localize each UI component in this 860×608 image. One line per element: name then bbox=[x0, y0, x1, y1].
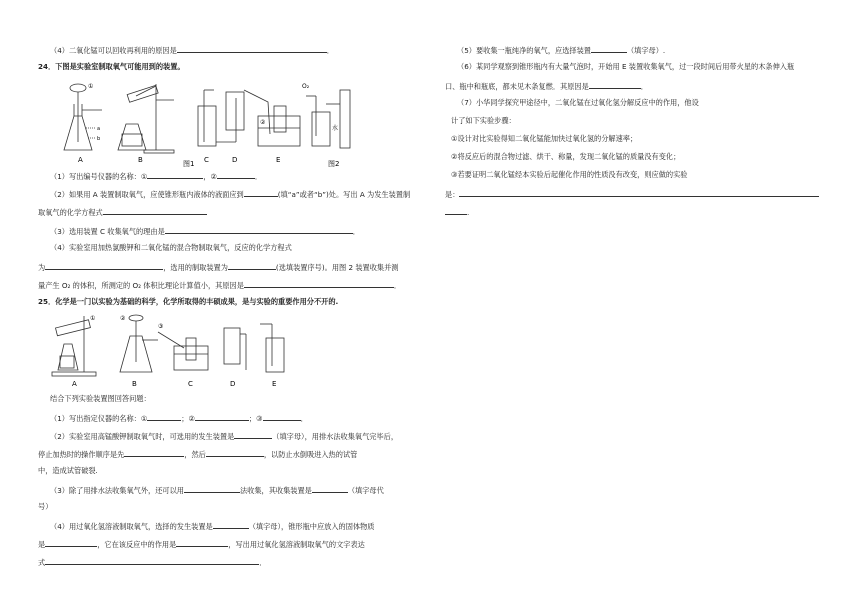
label-circle-2: ② bbox=[260, 119, 266, 126]
question-7-step-3: ③若要证明二氧化锰经本实验后起催化作用的性质没有改变，则应做的实验 bbox=[451, 170, 688, 179]
question-6-cont: 口、瓶中和瓶底，都未见木条复燃．其原因是 ． bbox=[445, 82, 648, 91]
apparatus-figure-2 bbox=[46, 310, 326, 388]
apparatus-figure-1 bbox=[56, 76, 356, 168]
question-25-4: （4）用过氧化氢溶液制取氧气，选择的发生装置是 （填字母），锥形瓶中应放入的固体物质 bbox=[50, 522, 375, 531]
question-7-step-2: ②将反应后的混合物过滤、烘干、称量，发现二氧化锰的质量没有变化； bbox=[451, 152, 681, 161]
question-24-1: （1）写出编号仪器的名称：① ，② ． bbox=[50, 172, 263, 181]
question-25-1: （1）写出指定仪器的名称：① ；② ；③ ． bbox=[50, 414, 308, 423]
label-25-c3: ③ bbox=[158, 323, 164, 330]
apparatus-25d-icon bbox=[224, 328, 246, 370]
label-o2: O₂ bbox=[302, 83, 310, 90]
label-a: A bbox=[78, 156, 83, 164]
label-25b: B bbox=[132, 380, 137, 388]
label-b-level: b bbox=[97, 136, 101, 142]
question-25-4-cont: 是 ，它在该反应中的作用是 ，写出用过氧化氢溶液制取氧气的文字表达 bbox=[38, 540, 365, 549]
apparatus-25b-icon bbox=[120, 315, 158, 372]
apparatus-b-icon bbox=[118, 84, 174, 153]
label-25e: E bbox=[272, 380, 277, 388]
question-6: （6）某同学观察到锥形瓶内有大量气泡时，开始用 E 装置收集氧气，过一段时间后用带火星的木条伸入瓶 bbox=[457, 62, 795, 71]
apparatus-c-icon bbox=[198, 90, 216, 146]
label-fig2: 图2 bbox=[328, 160, 340, 168]
label-25a: A bbox=[72, 380, 77, 388]
apparatus-25c-icon bbox=[158, 332, 208, 370]
apparatus-fig2-icon bbox=[306, 90, 350, 148]
question-7-cont: 计了如下实验步骤： bbox=[451, 116, 516, 125]
label-25d: D bbox=[230, 380, 236, 388]
question-24-title: 24．下图是实验室制取氧气可能用到的装置。 bbox=[38, 62, 185, 71]
question-25-2-cont2: 中，造成试管破裂. bbox=[38, 466, 98, 475]
label-water: 水 bbox=[332, 125, 339, 132]
label-c: C bbox=[204, 156, 209, 164]
question-24-3: （3）选用装置 C 收集氧气的理由是 ． bbox=[50, 227, 360, 236]
question-24-4-cont2: 量产生 O₂ 的体积，所测定的 O₂ 体积比理论计算值小，其原因是 ． bbox=[38, 281, 402, 290]
question-25-3-cont: 号） bbox=[38, 502, 53, 511]
question-24-4: （4）实验室用加热氯酸钾和二氧化锰的混合物制取氧气，反应的化学方程式 bbox=[50, 243, 292, 252]
label-25c: C bbox=[188, 380, 193, 388]
question-25-title: 25．化学是一门以实验为基础的科学，化学所取得的丰硕成果，是与实验的重要作用分不开的. bbox=[38, 297, 339, 306]
question-prev-4: （4）二氧化锰可以回收再利用的原因是 ． bbox=[50, 46, 334, 55]
question-7-answer-line-2: . bbox=[445, 206, 469, 218]
label-25-c1: ① bbox=[90, 315, 96, 322]
apparatus-e-icon bbox=[244, 90, 300, 146]
label-a-level: a bbox=[97, 126, 101, 132]
question-24-2-cont: 取氧气的化学方程式 bbox=[38, 206, 207, 218]
question-25-3: （3）除了用排水法收集氧气外，还可以用 法收集，其收集装置是 （填字母代 bbox=[50, 486, 384, 495]
question-24-4-cont: 为 ，选用的制取装置为 (选填装置序号)。用图 2 装置收集并测 bbox=[38, 263, 399, 272]
label-circle-1: ① bbox=[88, 83, 94, 90]
question-7: （7）小华同学探究甲途径中，二氧化锰在过氧化氢分解反应中的作用，他设 bbox=[457, 98, 699, 107]
label-fig1: 图1 bbox=[183, 160, 195, 168]
apparatus-25a-icon bbox=[52, 316, 96, 376]
question-25-intro: 结合下列实验装置图回答问题： bbox=[50, 394, 151, 403]
label-d: D bbox=[232, 156, 238, 164]
apparatus-d-icon bbox=[216, 92, 244, 142]
question-5: （5）要收集一瓶纯净的氧气，应选择装置 （填字母）. bbox=[457, 46, 666, 55]
apparatus-25e-icon bbox=[260, 324, 284, 372]
question-24-2: （2）如果用 A 装置制取氧气，应使锥形瓶内液体的液面应到 (填“a”或者“b”)处。写出 A 为发生装置制 bbox=[50, 190, 411, 199]
question-7-step-1: ①设计对比实验得知二氧化锰能加快过氧化氢的分解速率； bbox=[451, 134, 638, 143]
question-25-2: （2）实验室用高锰酸钾制取氧气时，可选用的发生装置是 （填字母），用排水法收集氧气完毕后， bbox=[50, 432, 399, 441]
question-7-answer-line: 是： bbox=[445, 188, 819, 200]
label-e: E bbox=[276, 156, 281, 164]
label-b: B bbox=[138, 156, 143, 164]
label-25-c2: ② bbox=[120, 315, 126, 322]
question-25-4-cont2: 式 ． bbox=[38, 558, 267, 567]
question-25-2-cont: 停止加热时的操作顺序是先 ，然后 ，以防止水倒吸进入热的试管 bbox=[38, 450, 358, 459]
